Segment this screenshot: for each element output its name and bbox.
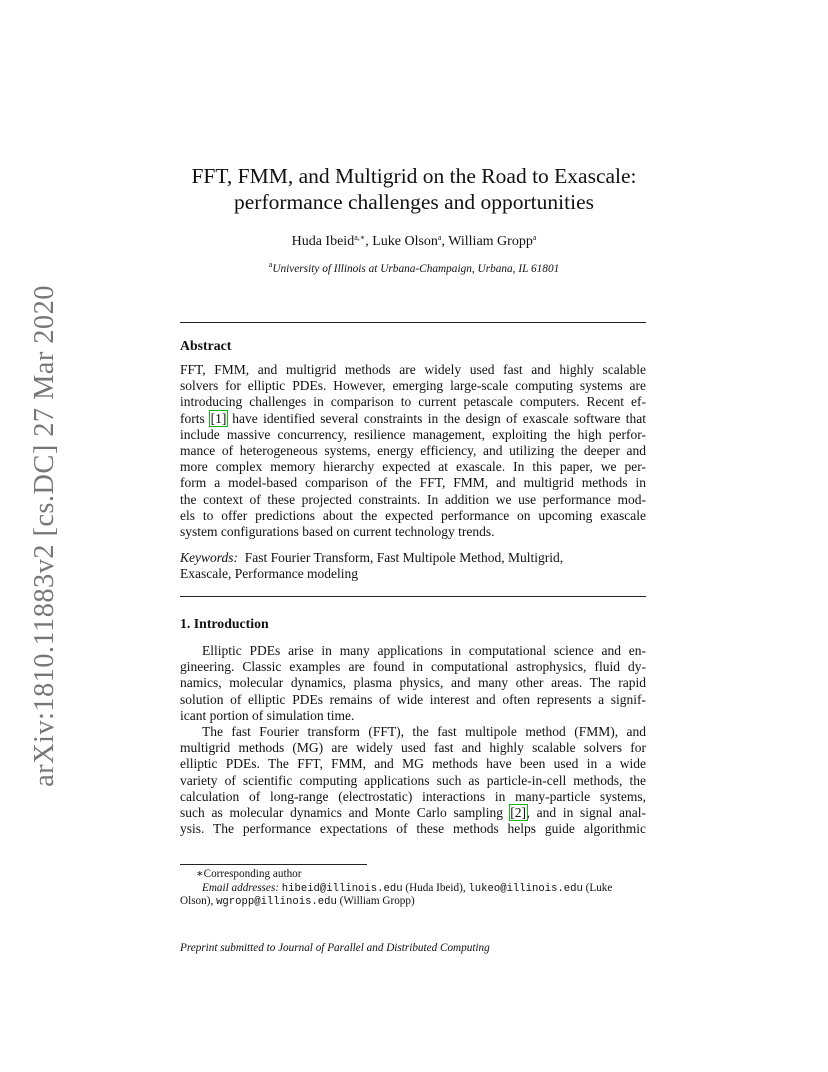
intro-line-start: such as molecular dynamics and Monte Carlo sampling <box>180 804 504 820</box>
title-line-2: performance challenges and opportunities <box>234 190 594 214</box>
abstract-line: system configurations based on current technology trends. <box>180 523 495 539</box>
intro-line: variety of scientific computing applications such as particle-in-cell methods, the <box>180 772 646 788</box>
intro-line: ysis. The performance expectations of these methods helps guide algorithmic <box>180 821 646 837</box>
email-link-gropp[interactable]: wgropp@illinois.edu <box>216 896 337 909</box>
keywords-label: Keywords: <box>180 550 238 565</box>
email-owner: Olson), <box>180 895 214 908</box>
footnote-emails-line-1 <box>180 882 646 896</box>
citation-link-2[interactable]: [2] <box>510 804 526 820</box>
email-label: Email addresses: <box>202 881 279 894</box>
abstract-line <box>180 411 646 427</box>
author-affiliation-mark: a <box>437 233 442 242</box>
affiliation-text: University of Illinois at Urbana-Champaign, Urbana, IL 61801 <box>272 263 560 275</box>
abstract-line: include massive concurrency, resilience management, exploiting the high perfor- <box>180 426 646 442</box>
abstract-line-prefix: forts <box>180 410 211 426</box>
keywords-line-2: Exascale, Performance modeling <box>180 566 359 582</box>
author-separator: , <box>441 234 449 249</box>
footnote <box>180 868 646 909</box>
intro-line: Elliptic PDEs arise in many applications in computational science and en- <box>202 643 646 658</box>
affiliation-mark: a <box>268 260 273 269</box>
introduction-body <box>180 643 646 837</box>
abstract-body <box>180 362 646 540</box>
abstract-line: els to offer predictions about the expected performance on upcoming exascale <box>180 507 646 523</box>
footnote-corresponding: ∗Corresponding author <box>196 868 302 880</box>
author-name: William Gropp <box>448 234 533 249</box>
email-owner: (Luke <box>585 881 613 894</box>
affiliation <box>150 262 678 276</box>
title-line-1: FFT, FMM, and Multigrid on the Road to Exascale: <box>191 164 637 188</box>
preprint-notice: Preprint submitted to Journal of Parallel and Distributed Computing <box>180 942 490 954</box>
abstract-heading: Abstract <box>180 338 232 353</box>
author-affiliation-mark: a,∗ <box>354 233 366 242</box>
abstract-line: mance of heterogeneous systems, energy efficiency, and utilizing the deeper and <box>180 442 646 458</box>
intro-line: The fast Fourier transform (FFT), the fast multipole method (FMM), and <box>202 723 646 739</box>
intro-line: solution of elliptic PDEs remains of wide interest and often represents a signif- <box>180 691 646 707</box>
footnote-rule <box>180 864 367 865</box>
author-list <box>150 234 678 250</box>
abstract-top-rule <box>180 322 646 323</box>
keywords-text: Fast Fourier Transform, Fast Multipole Method, Multigrid, <box>244 550 564 565</box>
abstract-line: the context of these projected constraints. In addition we use performance mod- <box>180 491 646 507</box>
abstract-line: solvers for elliptic PDEs. However, emerging large-scale computing systems are <box>180 378 646 394</box>
email-link-ibeid[interactable]: hibeid@illinois.edu <box>281 882 403 895</box>
arxiv-identifier: arXiv:1810.11883v2 [cs.DC] 27 Mar 2020 <box>29 285 60 787</box>
keywords <box>180 550 646 582</box>
author-affiliation-mark: a <box>532 233 537 242</box>
intro-line: elliptic PDEs. The FFT, FMM, and MG methods have been used in a wide <box>180 756 646 772</box>
intro-line-end: , and in signal anal- <box>526 804 646 820</box>
abstract-line: form a model-based comparison of the FFT, FMM, and multigrid methods in <box>180 475 646 491</box>
intro-line: gineering. Classic examples are found in computational astrophysics, fluid dy- <box>180 659 646 675</box>
footnote-emails-line-2 <box>180 895 646 909</box>
abstract-bottom-rule <box>180 596 646 597</box>
abstract-line: FFT, FMM, and multigrid methods are widely used fast and highly scalable <box>180 362 646 377</box>
section-heading-introduction: 1. Introduction <box>180 616 269 631</box>
intro-line: icant portion of simulation time. <box>180 707 355 723</box>
author-separator: , <box>365 234 373 249</box>
abstract-line: more complex memory hierarchy expected at exascale. In this paper, we per- <box>180 459 646 475</box>
intro-line: calculation of long-range (electrostatic) interactions in many-particle systems, <box>180 788 646 804</box>
intro-line <box>180 805 646 821</box>
intro-line: multigrid methods (MG) are widely used fast and highly scalable solvers for <box>180 740 646 756</box>
abstract-line-rest: have identified several constraints in the design of exascale software that <box>232 410 647 426</box>
author-name: Huda Ibeid <box>291 234 355 249</box>
intro-line: namics, molecular dynamics, plasma physics, and many other areas. The rapid <box>180 675 646 691</box>
paper-title <box>150 163 678 215</box>
email-link-olson[interactable]: lukeo@illinois.edu <box>468 882 583 895</box>
abstract-line: introducing challenges in comparison to current petascale computers. Recent ef- <box>180 394 646 410</box>
author-name: Luke Olson <box>372 234 438 249</box>
email-owner: (William Gropp) <box>339 895 415 908</box>
email-owner: (Huda Ibeid), <box>405 881 466 894</box>
citation-link-1[interactable]: [1] <box>210 410 227 426</box>
keywords-line-1 <box>180 550 646 566</box>
